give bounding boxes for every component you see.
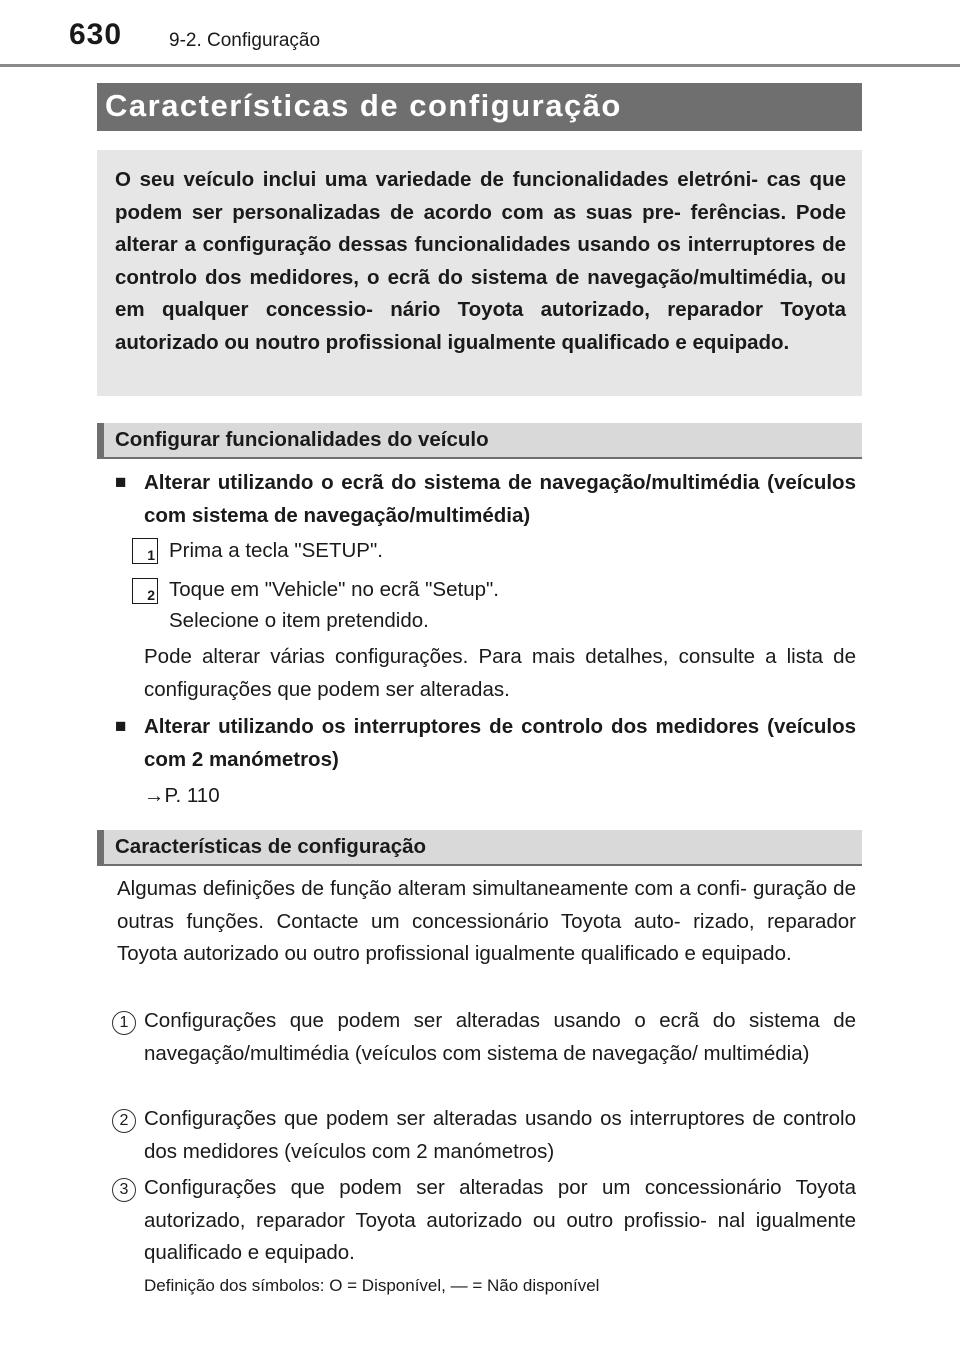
page-header — [0, 0, 960, 70]
circled-number-3: 3 — [112, 1178, 136, 1202]
step-number-1: 1 — [132, 538, 158, 564]
step-1-text: Prima a tecla "SETUP". — [169, 539, 383, 562]
header-divider — [0, 64, 960, 67]
page-title-bar — [97, 83, 862, 131]
item-title-meter-switches: Alterar utilizando os interruptores de controlo dos medidores (veículos com 2 manómetros) — [144, 715, 856, 771]
section-reference: 9-2. Configuração — [169, 30, 321, 51]
step-number-2: 2 — [132, 578, 158, 604]
heading-accent-bar — [97, 423, 104, 457]
list-item: Configurações que podem ser alteradas usando o ecrã do sistema de navegação/multimédia (veículos com sistema de navegação/ multimédia) — [144, 1009, 856, 1065]
section-heading-features — [97, 830, 862, 864]
page-number: 630 — [69, 18, 123, 51]
list-item: Configurações que podem ser alteradas por um concessionário Toyota autorizado, reparador Toyota autorizado ou outro profissio- nal igualmente qualificado e equipado. — [144, 1176, 856, 1264]
section-heading-configure — [97, 423, 862, 457]
step-3-text: Selecione o item pretendido. — [169, 609, 429, 632]
heading-underline — [97, 864, 862, 866]
page-reference: →P. 110 — [144, 784, 220, 807]
heading-accent-bar — [97, 830, 104, 864]
item-title-navigation: Alterar utilizando o ecrã do sistema de navegação/multimédia (veículos com sistema de navegação/multimédia) — [144, 471, 856, 527]
navigation-note: Pode alterar várias configurações. Para mais detalhes, consulte a lista de configurações que podem ser alteradas. — [144, 645, 856, 701]
heading-underline — [97, 457, 862, 459]
section-heading-label: Configurar funcionalidades do veículo — [115, 428, 489, 451]
intro-box — [97, 150, 862, 396]
features-intro: Algumas definições de função alteram simultaneamente com a confi- guração de outras funções. Contacte um concessionário Toyota auto- rizado, reparador Toyota autorizado ou outro profissional igualmente qualificado e equipado. — [117, 877, 856, 965]
square-bullet-icon: ■ — [115, 716, 127, 737]
intro-text: O seu veículo inclui uma variedade de funcionalidades eletróni- cas que podem ser personalizadas de acordo com as suas pre- ferências. Pode alterar a configuração dessas funcionalidades usando os interruptores de controlo dos medidores, o ecrã do sistema de navegação/multimédia, ou em qualquer concessio- nário Toyota autorizado, reparador Toyota autorizado ou noutro profissional igualmente qualificado e equipado. — [115, 168, 846, 354]
square-bullet-icon: ■ — [115, 472, 127, 493]
step-2-text: Toque em "Vehicle" no ecrã "Setup". — [169, 578, 499, 601]
list-item: Configurações que podem ser alteradas usando os interruptores de controlo dos medidores (veículos com 2 manómetros) — [144, 1107, 856, 1163]
symbols-definition: Definição dos símbolos: O = Disponível, — = Não disponível — [144, 1276, 600, 1295]
circled-number-1: 1 — [112, 1011, 136, 1035]
section-heading-label: Características de configuração — [115, 835, 427, 858]
page-title: Características de configuração — [105, 88, 622, 123]
circled-number-2: 2 — [112, 1109, 136, 1133]
